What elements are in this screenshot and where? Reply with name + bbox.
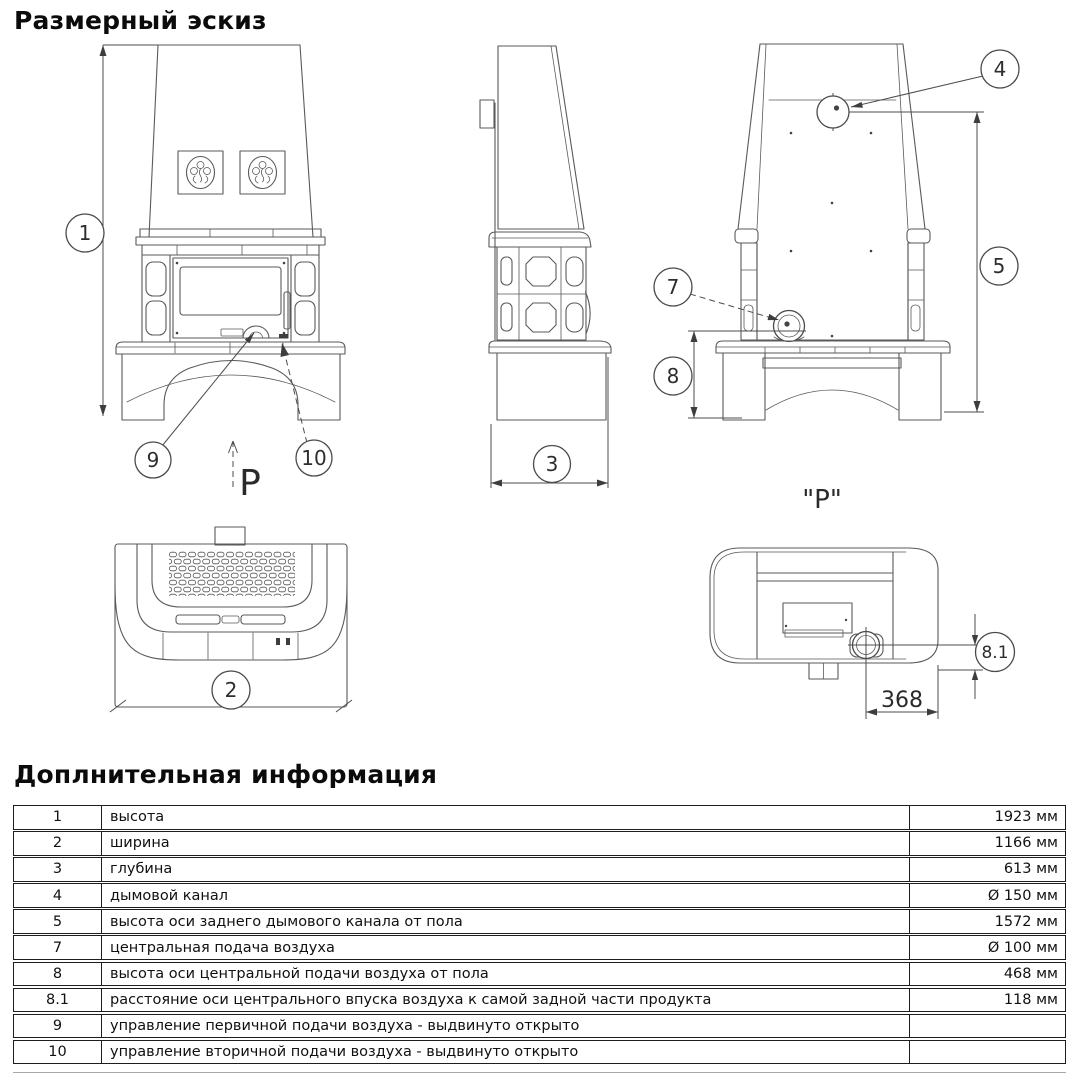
row-value: 1923 мм: [994, 809, 1058, 826]
row-description: высота оси заднего дымового канала от пола: [102, 910, 910, 933]
row-number: 8.1: [14, 989, 102, 1012]
row-description: расстояние оси центрального впуска воздуха к самой задной части продукта: [102, 989, 910, 1012]
svg-text:8: 8: [666, 364, 680, 388]
row-description: дымовой канал: [102, 884, 910, 907]
row-value: Ø 150 мм: [987, 887, 1058, 904]
side-view-drawing: [480, 46, 611, 488]
info-section-title: Доплнительная информация: [14, 760, 438, 789]
table-row: [13, 962, 1066, 987]
label-p-front: P: [239, 463, 261, 504]
ornament-tile-left: [178, 151, 223, 194]
svg-text:1: 1: [78, 221, 92, 245]
callout-1: [66, 214, 104, 252]
label-p-rear: "P": [802, 485, 842, 515]
top-grille: [169, 551, 295, 596]
door-glass: [180, 267, 281, 315]
callout-5: [980, 247, 1018, 285]
row-value: [910, 1015, 1065, 1038]
table-row: [13, 883, 1066, 908]
additional-info-table: [13, 805, 1066, 1066]
row-description: управление вторичной подачи воздуха - выдвинуто открыто: [102, 1041, 910, 1064]
row-number: 3: [14, 858, 102, 881]
row-number: 4: [14, 884, 102, 907]
table-row: [13, 1014, 1066, 1039]
view-direction-p: [229, 441, 261, 504]
top-view-drawing: [110, 527, 352, 712]
row-description: высота: [102, 806, 910, 829]
row-description: ширина: [102, 832, 910, 855]
label-dim-368: 368: [881, 688, 923, 713]
row-number: 2: [14, 832, 102, 855]
row-value: [910, 1041, 1065, 1064]
row-number: 5: [14, 910, 102, 933]
table-row: [13, 1040, 1066, 1065]
table-row: [13, 909, 1066, 934]
row-description: центральная подача воздуха: [102, 936, 910, 959]
svg-text:10: 10: [301, 446, 327, 470]
flue-outlet: [817, 96, 849, 128]
callout-10: [296, 440, 332, 476]
callout-7: [654, 268, 692, 306]
firebox-door: [173, 258, 288, 338]
callout-2: [212, 671, 250, 709]
table-row: [13, 831, 1066, 856]
svg-text:3: 3: [545, 452, 559, 476]
row-value: 118 мм: [1003, 991, 1058, 1008]
door-handle: [284, 292, 290, 329]
svg-text:4: 4: [993, 57, 1007, 81]
callout-8-1: [976, 633, 1015, 672]
row-number: 7: [14, 936, 102, 959]
callout-4: [981, 50, 1019, 88]
svg-text:5: 5: [992, 254, 1006, 278]
table-row: [13, 988, 1066, 1013]
ornament-tile-right: [240, 151, 285, 194]
row-number: 10: [14, 1041, 102, 1064]
back-view-drawing: [654, 44, 1019, 515]
table-row: [13, 935, 1066, 960]
callout-9: [135, 442, 171, 478]
svg-text:9: 9: [146, 448, 160, 472]
row-value: 613 мм: [1003, 861, 1058, 878]
table-row: [13, 857, 1066, 882]
drawing-section-title: Размерный эскиз: [14, 6, 267, 35]
callout-8: [654, 357, 692, 395]
row-number: 1: [14, 806, 102, 829]
table-row: [13, 805, 1066, 830]
svg-text:8.1: 8.1: [981, 643, 1009, 663]
row-description: глубина: [102, 858, 910, 881]
row-description: высота оси центральной подачи воздуха от пола: [102, 963, 910, 986]
svg-text:7: 7: [666, 275, 680, 299]
row-value: Ø 100 мм: [987, 939, 1058, 956]
row-description: управление первичной подачи воздуха - выдвинуто открыто: [102, 1015, 910, 1038]
callout-3: [534, 446, 571, 483]
row-value: 1572 мм: [994, 913, 1058, 930]
row-value: 468 мм: [1003, 965, 1058, 982]
bottom-view-drawing: [710, 548, 1015, 719]
row-number: 8: [14, 963, 102, 986]
row-value: 1166 мм: [994, 835, 1058, 852]
row-number: 9: [14, 1015, 102, 1038]
front-view-drawing: [66, 45, 345, 504]
svg-text:2: 2: [224, 678, 238, 702]
